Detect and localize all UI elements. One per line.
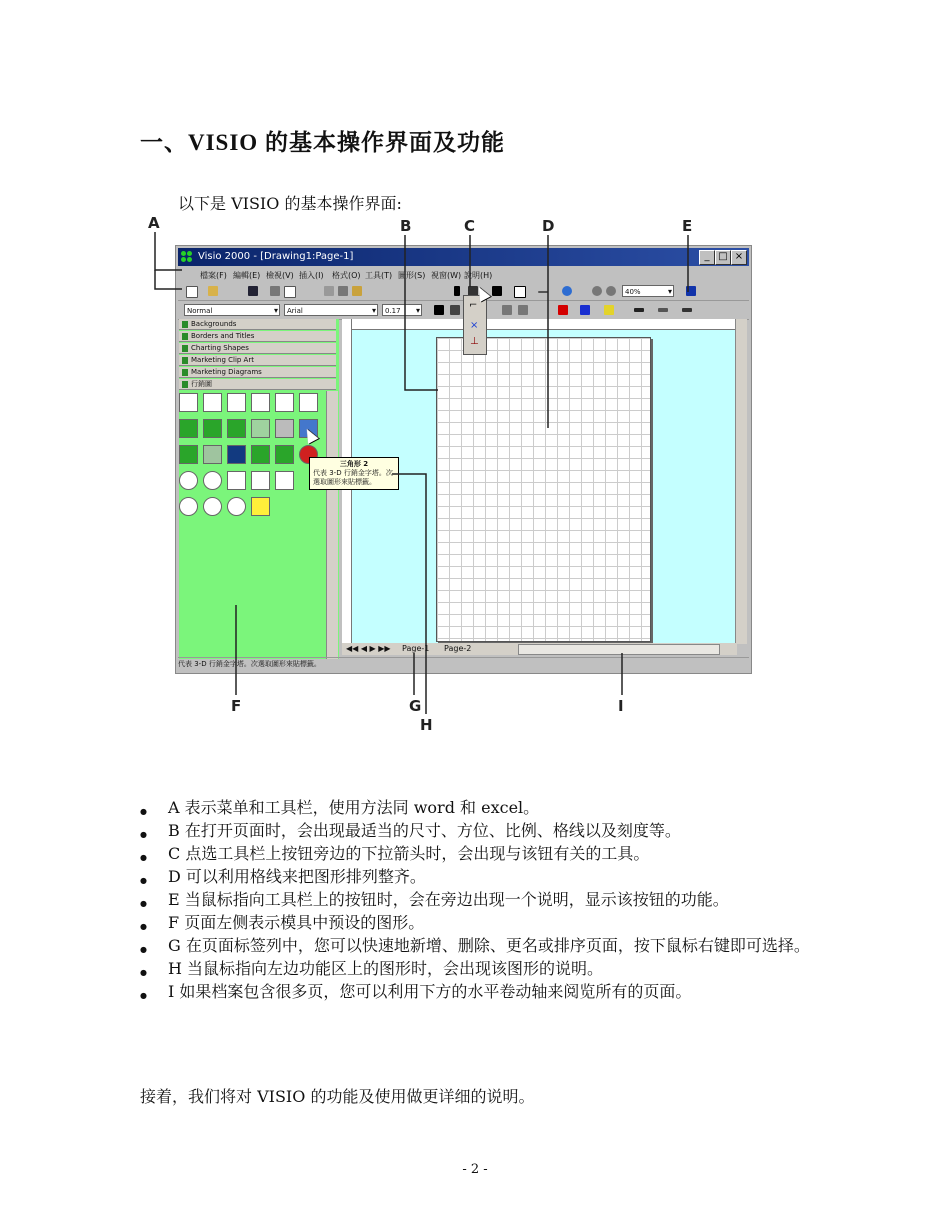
line-weight-icon[interactable] (634, 308, 644, 312)
note-b: ● B 在打开页面时，会出现最适当的尺寸、方位、比例、格线以及刻度等。 (140, 819, 830, 842)
fill-color-icon[interactable] (604, 305, 614, 315)
tab-page-2[interactable]: Page-2 (444, 644, 472, 653)
stencil-tab-marketing-diagrams[interactable]: Marketing Diagrams (179, 367, 336, 378)
rectangle-icon[interactable] (514, 286, 526, 298)
line-color-icon[interactable] (580, 305, 590, 315)
align-center-icon[interactable] (502, 305, 512, 315)
menu-view[interactable]: 檢視(V) (266, 271, 294, 280)
status-bar: 代表 3-D 行銷金字塔。次選取圖形來貼標籤。 (178, 657, 749, 671)
callout-label-d: D (542, 217, 555, 235)
size-combo[interactable]: 0.17 ▾ (382, 304, 422, 316)
stencil-shape[interactable] (299, 393, 318, 412)
page-tab-bar (342, 643, 737, 655)
visio-logo-icon (181, 251, 193, 263)
stencil-shape[interactable] (179, 393, 198, 412)
connector-tool-icon[interactable]: ⌐ (469, 300, 478, 311)
zoom-in-icon[interactable] (606, 286, 616, 296)
tab-nav-icon[interactable]: ◀◀ ◀ ▶ ▶▶ (346, 644, 391, 653)
callout-label-f: F (231, 697, 242, 715)
stencil-tab-borders[interactable]: Borders and Titles (179, 331, 336, 342)
stencil-tab-clip-art[interactable]: Marketing Clip Art (179, 355, 336, 366)
callout-label-a: A (148, 214, 160, 232)
stencil-shape[interactable] (203, 471, 222, 490)
tab-page-1[interactable]: Page-1 (402, 644, 430, 653)
stencil-shape[interactable] (203, 445, 222, 464)
new-icon[interactable] (186, 286, 198, 298)
menu-format[interactable]: 格式(O) (332, 271, 361, 280)
italic-icon[interactable] (450, 305, 460, 315)
title-bar (178, 248, 749, 266)
stencil-shape[interactable] (251, 471, 270, 490)
preview-icon[interactable] (284, 286, 296, 298)
maximize-icon[interactable]: □ (715, 250, 731, 265)
copy-icon[interactable] (338, 286, 348, 296)
menu-tools[interactable]: 工具(T) (365, 271, 393, 280)
stencil-scrollbar[interactable] (326, 391, 338, 659)
stencil-shape[interactable] (251, 445, 270, 464)
note-h: ● H 当鼠标指向左边功能区上的图形时，会出现该图形的说明。 (140, 957, 830, 980)
menu-file[interactable]: 檔案(F) (200, 271, 227, 280)
stencil-shape[interactable] (251, 419, 270, 438)
stencil-shape[interactable] (179, 445, 198, 464)
stencil-shape[interactable] (203, 419, 222, 438)
stencil-shape[interactable] (179, 471, 198, 490)
minimize-icon[interactable]: _ (699, 250, 715, 265)
print-icon[interactable] (270, 286, 280, 296)
close-icon[interactable]: × (731, 250, 747, 265)
line-pattern-icon[interactable] (658, 308, 668, 312)
stencil-shape[interactable] (179, 419, 198, 438)
menu-help[interactable]: 說明(H) (464, 271, 493, 280)
line-ends-icon[interactable] (682, 308, 692, 312)
pointer-icon[interactable] (454, 286, 460, 296)
section-heading: 一、VISIO 的基本操作界面及功能 (140, 130, 505, 155)
stencil-shape[interactable] (275, 445, 294, 464)
menu-bar (178, 268, 749, 282)
menu-shape[interactable]: 圖形(S) (398, 271, 426, 280)
text-icon[interactable] (492, 286, 502, 296)
window-title: Visio 2000 - [Drawing1:Page-1] (198, 251, 354, 262)
callout-label-e: E (682, 217, 693, 235)
shape-tooltip (309, 457, 399, 490)
open-icon[interactable] (208, 286, 218, 296)
line-icon[interactable] (538, 291, 548, 293)
stencil-shape[interactable] (275, 471, 294, 490)
note-c: ● C 点选工具栏上按钮旁边的下拉箭头时，会出现与该钮有关的工具。 (140, 842, 830, 865)
menu-window[interactable]: 視窗(W) (431, 271, 462, 280)
note-g: ● G 在页面标签列中，您可以快速地新增、删除、更名或排序页面，按下鼠标右键即可选择。 (140, 934, 830, 957)
bold-icon[interactable] (434, 305, 444, 315)
help-icon[interactable] (686, 286, 696, 296)
stencil-shape[interactable] (251, 497, 270, 516)
note-d: ● D 可以利用格线来把图形排列整齐。 (140, 865, 830, 888)
menu-insert[interactable]: 插入(I) (299, 271, 324, 280)
notes-list (140, 796, 830, 1003)
closing-text: 接着，我们将对 VISIO 的功能及使用做更详细的说明。 (140, 1087, 535, 1106)
cut-icon[interactable] (324, 286, 334, 296)
rotate-icon[interactable] (562, 286, 572, 296)
tooltip-title: 三角形 2 (339, 460, 369, 468)
callout-label-h: H (420, 716, 433, 734)
stencil-shape[interactable] (203, 497, 222, 516)
callout-label-g: G (409, 697, 422, 715)
stencil-tab-backgrounds[interactable]: Backgrounds (179, 319, 336, 330)
horizontal-ruler (352, 319, 737, 330)
font-color-icon[interactable] (558, 305, 568, 315)
stencil-shape[interactable] (275, 393, 294, 412)
drawing-area[interactable] (352, 330, 735, 645)
callout-label-c: C (464, 217, 476, 235)
intro-text: 以下是 VISIO 的基本操作界面: (178, 194, 402, 213)
drawing-page-grid[interactable] (436, 337, 651, 642)
visio-screenshot (175, 245, 752, 674)
menu-edit[interactable]: 編輯(E) (233, 271, 261, 280)
tooltip-text: 代表 3-D 行銷金字塔。次選取圖形來貼標籤。 (313, 469, 393, 486)
callout-label-i: I (618, 697, 624, 715)
stencil-shape[interactable] (275, 419, 294, 438)
style-combo[interactable]: Normal ▾ (184, 304, 280, 316)
horizontal-scrollbar[interactable] (518, 644, 720, 655)
paste-icon[interactable] (352, 286, 362, 296)
font-combo[interactable]: Arial ▾ (284, 304, 378, 316)
note-i: ● I 如果档案包含很多页，您可以利用下方的水平卷动轴来阅览所有的页面。 (140, 980, 830, 1003)
stencil-shape[interactable] (227, 393, 246, 412)
zoom-out-icon[interactable] (592, 286, 602, 296)
stencil-shape[interactable] (227, 445, 246, 464)
stencil-shapes (179, 391, 325, 521)
zoom-combo[interactable]: 40% ▾ (622, 285, 674, 297)
page-number: - 2 - (462, 1162, 488, 1177)
align-right-icon[interactable] (518, 305, 528, 315)
save-icon[interactable] (248, 286, 258, 296)
stencil-shape[interactable] (227, 419, 246, 438)
close-x-icon[interactable]: × (470, 320, 479, 331)
vertical-scrollbar[interactable] (735, 319, 747, 644)
note-a: ● A 表示菜单和工具栏，使用方法同 word 和 excel。 (140, 796, 830, 819)
stencil-shape[interactable] (251, 393, 270, 412)
connection-point-icon[interactable]: ⊥ (470, 336, 479, 347)
stencil-tab-charting[interactable]: Charting Shapes (179, 343, 336, 354)
callout-label-b: B (400, 217, 412, 235)
stencil-shape[interactable] (179, 497, 198, 516)
stencil-shape[interactable] (227, 497, 246, 516)
stencil-tab-marketing-chinese[interactable]: 行銷圖 (179, 379, 336, 390)
note-e: ● E 当鼠标指向工具栏上的按钮时，会在旁边出现一个说明，显示该按钮的功能。 (140, 888, 830, 911)
stencil-shape[interactable] (227, 471, 246, 490)
connector-dropdown (463, 295, 487, 355)
note-f: ● F 页面左侧表示模具中预设的图形。 (140, 911, 830, 934)
stencil-shape[interactable] (203, 393, 222, 412)
